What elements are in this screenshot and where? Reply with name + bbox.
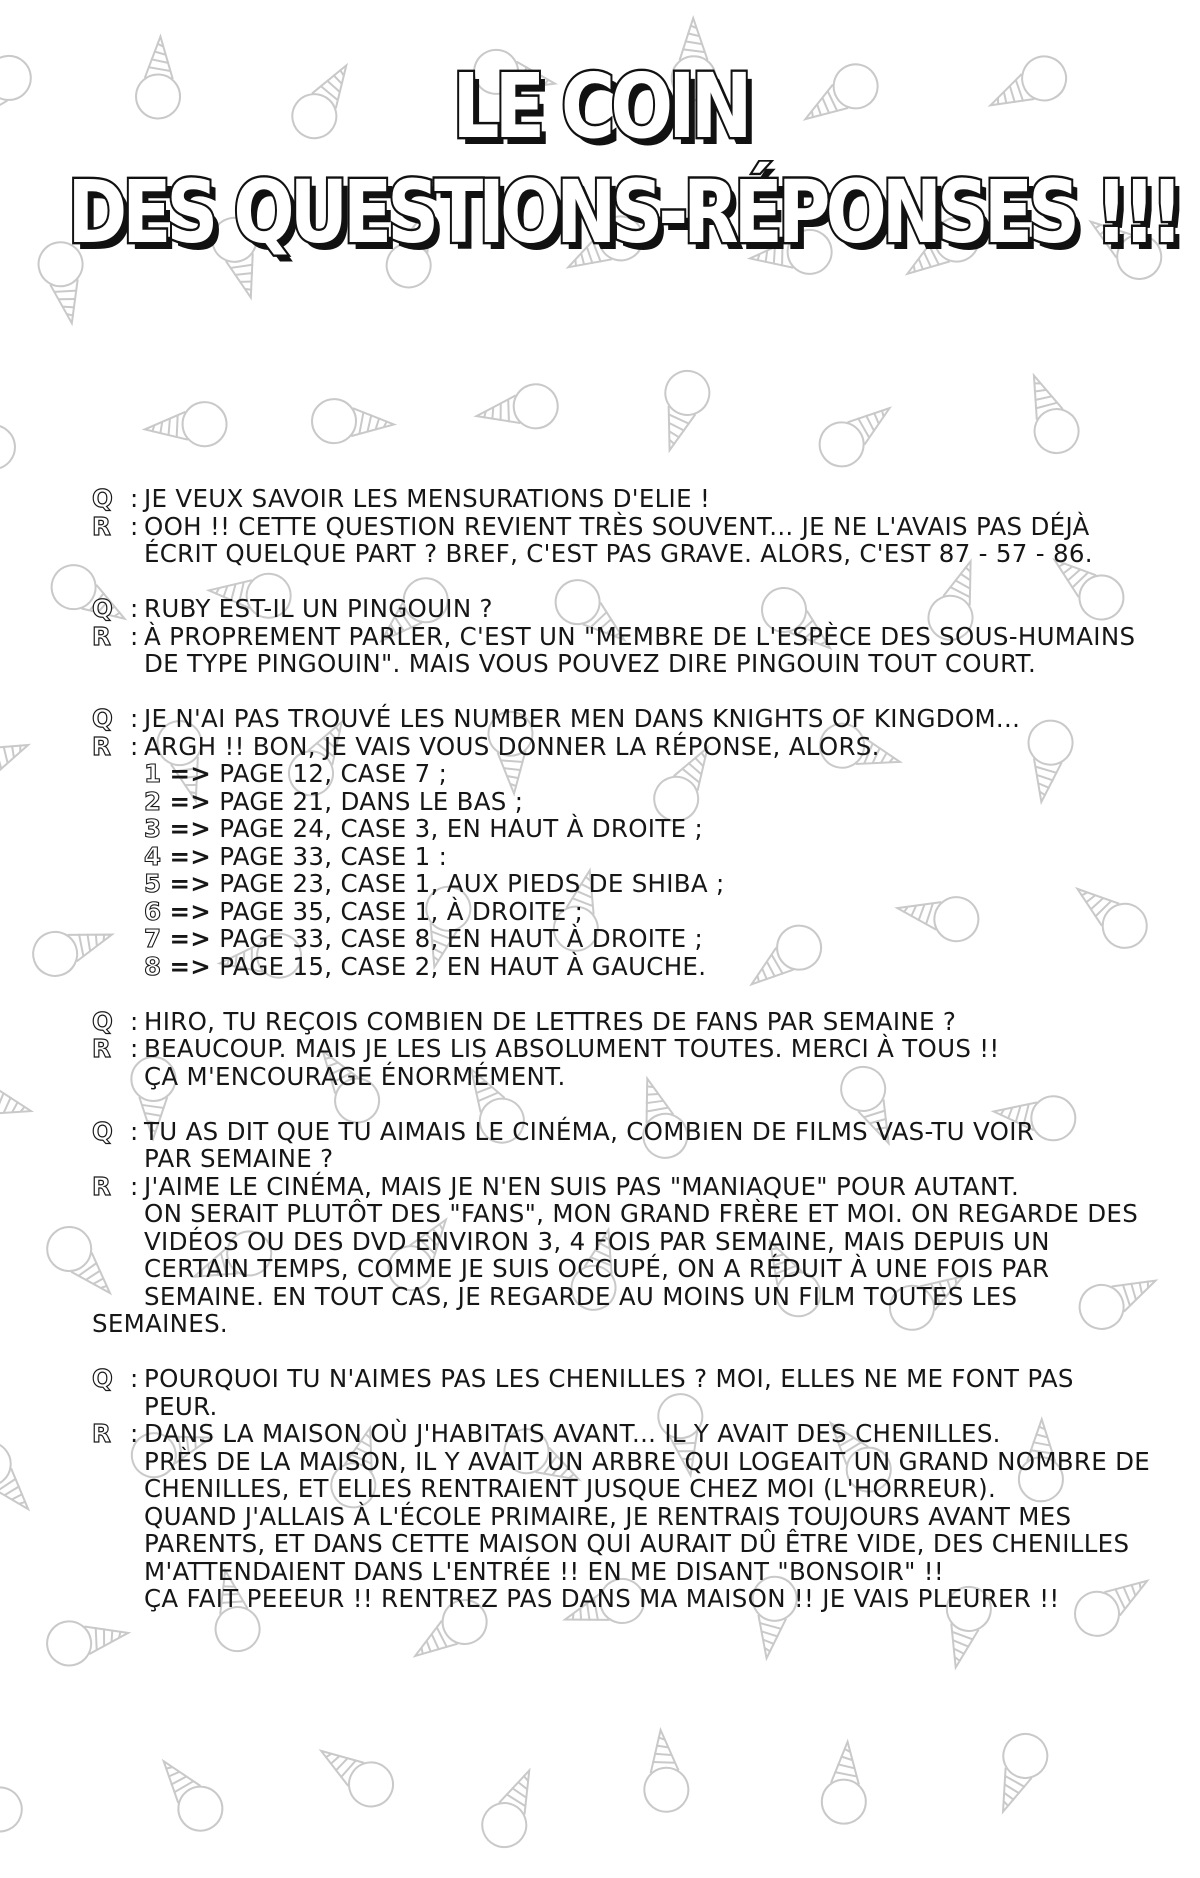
arrow-icon: => (169, 814, 212, 843)
list-item (144, 953, 1152, 981)
list-item (144, 870, 1152, 898)
question-row (92, 1118, 1152, 1173)
question-marker: Q (92, 1116, 114, 1146)
question-marker: Q (92, 484, 114, 513)
list-text: PAGE 33, CASE 8, EN HAUT À DROITE ; (219, 924, 704, 953)
separator: : (130, 1364, 139, 1393)
answer-marker: R (92, 621, 112, 651)
ice-cream-doodle-icon (475, 1761, 549, 1854)
ice-cream-doodle-icon (309, 1733, 402, 1815)
list-text: PAGE 23, CASE 1, AUX PIEDS DE SHIBA ; (219, 869, 725, 898)
qa-item (92, 1118, 1152, 1338)
qa-item (92, 1008, 1152, 1091)
answer-row (92, 733, 1152, 981)
answer-marker: R (92, 1171, 112, 1201)
separator: : (130, 511, 139, 541)
answer-row (92, 1420, 1152, 1613)
arrow-icon: => (169, 841, 212, 871)
question-text: POURQUOI TU N'AIMES PAS LES CHENILLES ? MOI, ELLES NE ME FONT PAS PEUR. (144, 1364, 1074, 1421)
arrow-icon: => (169, 869, 212, 898)
answer-row (92, 513, 1152, 568)
answer-text: OOH !! CETTE QUESTION REVIENT TRÈS SOUVENT... JE NE L'AVAIS PAS DÉJÀ ÉCRIT QUELQUE PART ? BREF, C'EST PAS GRAVE. ALORS, C'EST 87 - 57 - 86. (144, 511, 1093, 568)
page-title-line-2: DES QUESTIONS-RÉPONSES !!! (67, 161, 1179, 263)
separator: : (130, 1116, 139, 1146)
answer-row (92, 623, 1152, 678)
ice-cream-doodle-icon (473, 381, 561, 438)
arrow-icon: => (169, 786, 212, 816)
ice-cream-doodle-icon (311, 398, 395, 447)
ice-cream-doodle-icon (0, 725, 37, 798)
list-number: 5 (144, 869, 162, 898)
answer-row (92, 1173, 1152, 1338)
arrow-icon: => (169, 759, 212, 788)
arrow-icon: => (169, 924, 212, 953)
list-item (144, 843, 1152, 871)
list-text: PAGE 33, CASE 1 : (219, 841, 448, 871)
question-row (92, 595, 1152, 623)
answer-text-tail: SEMAINES. (92, 1309, 229, 1338)
list-number: 8 (144, 951, 162, 981)
qa-item (92, 705, 1152, 980)
answer-marker: R (92, 731, 112, 761)
answer-marker: R (92, 1419, 112, 1448)
ice-cream-doodle-icon (811, 391, 903, 476)
title-block (0, 55, 1200, 263)
ice-cream-doodle-icon (983, 1727, 1054, 1819)
ice-cream-doodle-icon (1014, 367, 1086, 460)
question-marker: Q (92, 704, 114, 733)
arrow-icon: => (169, 951, 212, 981)
ice-cream-doodle-icon (0, 1768, 28, 1837)
page-title-line-1: LE COIN (452, 55, 748, 159)
question-row (92, 485, 1152, 513)
answer-marker: R (92, 511, 112, 541)
qa-item (92, 1365, 1152, 1613)
list-text: PAGE 24, CASE 3, EN HAUT À DROITE ; (219, 814, 704, 843)
question-marker: Q (92, 1364, 114, 1393)
answer-text: J'AIME LE CINÉMA, MAIS JE N'EN SUIS PAS "MANIAQUE" POUR AUTANT. ON SERAIT PLUTÔT DES "FANS", MON GRAND FRÈRE ET MOI. ON REGARDE DES VIDÉOS OU DES DVD ENVIRON 3, 4 FOIS PAR SEMAINE, MAIS DEPUIS UN CERTAIN TEMPS, COMME JE SUIS OCCUPÉ, ON A RÉDUIT À UNE FOIS PAR SEMAINE. EN TOUT CAS, JE REGARDE AU MOINS UN FILM TOUTES LES (144, 1171, 1139, 1311)
list-number: 1 (144, 759, 162, 788)
ice-cream-doodle-icon (143, 400, 229, 451)
answer-text: BEAUCOUP. MAIS JE LES LIS ABSOLUMENT TOUTES. MERCI À TOUS !! ÇA M'ENCOURAGE ÉNORMÉMENT. (144, 1034, 1000, 1091)
question-marker: Q (92, 594, 114, 623)
ice-cream-doodle-icon (0, 424, 16, 474)
list-number: 3 (144, 814, 162, 843)
question-marker: Q (92, 1006, 114, 1036)
answer-text: DANS LA MAISON OÙ J'HABITAIS AVANT... IL Y AVAIT DES CHENILLES. PRÈS DE LA MAISON, IL Y AVAIT UN ARBRE QUI LOGEAIT UN GRAND NOMBRE DE CHENILLES, ET ELLES RENTRAIENT JUSQUE CHEZ MOI (L'HORREUR). QUAND J'ALLAIS À L'ÉCOLE PRIMAIRE, JE RENTRAIS TOUJOURS AVANT MES PARENTS, ET DANS CETTE MAISON QUI AURAIT DÛ ÊTRE VIDE, DES CHENILLES M'ATTENDAIENT DANS L'ENTRÉE !! EN ME DISANT "BONSOIR" !! ÇA FAIT PEEEUR !! RENTREZ PAS DANS MA MAISON !! JE VAIS PLEURER !! (144, 1419, 1151, 1613)
answer-text: ARGH !! BON, JE VAIS VOUS DONNER LA RÉPONSE, ALORS. (144, 731, 880, 761)
question-row (92, 1365, 1152, 1420)
list-text: PAGE 35, CASE 1, À DROITE ; (219, 896, 584, 926)
question-text: TU AS DIT QUE TU AIMAIS LE CINÉMA, COMBIEN DE FILMS VAS-TU VOIR PAR SEMAINE ? (144, 1116, 1035, 1173)
question-row (92, 705, 1152, 733)
list-number: 7 (144, 924, 162, 953)
separator: : (130, 1171, 139, 1201)
separator: : (130, 621, 139, 651)
qa-item (92, 485, 1152, 568)
question-text: JE VEUX SAVOIR LES MENSURATIONS D'ELIE ! (144, 484, 711, 513)
ice-cream-doodle-icon (146, 1748, 231, 1840)
ice-cream-doodle-icon (0, 1069, 37, 1132)
separator: : (130, 484, 139, 513)
question-text: HIRO, TU REÇOIS COMBIEN DE LETTRES DE FANS PAR SEMAINE ? (144, 1006, 957, 1036)
arrow-icon: => (169, 896, 212, 926)
list-item (144, 815, 1152, 843)
list-text: PAGE 15, CASE 2, EN HAUT À GAUCHE. (219, 951, 707, 981)
list-text: PAGE 21, DANS LE BAS ; (219, 786, 524, 816)
ice-cream-doodle-icon (820, 1740, 869, 1825)
separator: : (130, 594, 139, 623)
qa-list (92, 485, 1152, 1640)
ice-cream-doodle-icon (649, 365, 715, 456)
answer-row (92, 1035, 1152, 1090)
answer-text: À PROPREMENT PARLER, C'EST UN "MEMBRE DE L'ESPÈCE DES SOUS-HUMAINS DE TYPE PINGOUIN". MAIS VOUS POUVEZ DIRE PINGOUIN TOUT COURT. (144, 621, 1136, 678)
question-row (92, 1008, 1152, 1036)
question-text: RUBY EST-IL UN PINGOUIN ? (144, 594, 493, 623)
question-text: JE N'AI PAS TROUVÉ LES NUMBER MEN DANS KNIGHTS OF KINGDOM... (144, 704, 1021, 733)
list-number: 4 (144, 841, 162, 871)
separator: : (130, 731, 139, 761)
list-number: 2 (144, 786, 162, 816)
separator: : (130, 1419, 139, 1448)
separator: : (130, 1006, 139, 1036)
list-item (144, 760, 1152, 788)
separator: : (130, 704, 139, 733)
list-item (144, 898, 1152, 926)
ice-cream-doodle-icon (639, 1728, 691, 1814)
answer-marker: R (92, 1034, 112, 1063)
list-item (144, 925, 1152, 953)
list-item (144, 788, 1152, 816)
list-number: 6 (144, 896, 162, 926)
ice-cream-doodle-icon (0, 1433, 45, 1524)
list-text: PAGE 12, CASE 7 ; (219, 759, 448, 788)
qa-item (92, 595, 1152, 678)
separator: : (130, 1034, 139, 1063)
